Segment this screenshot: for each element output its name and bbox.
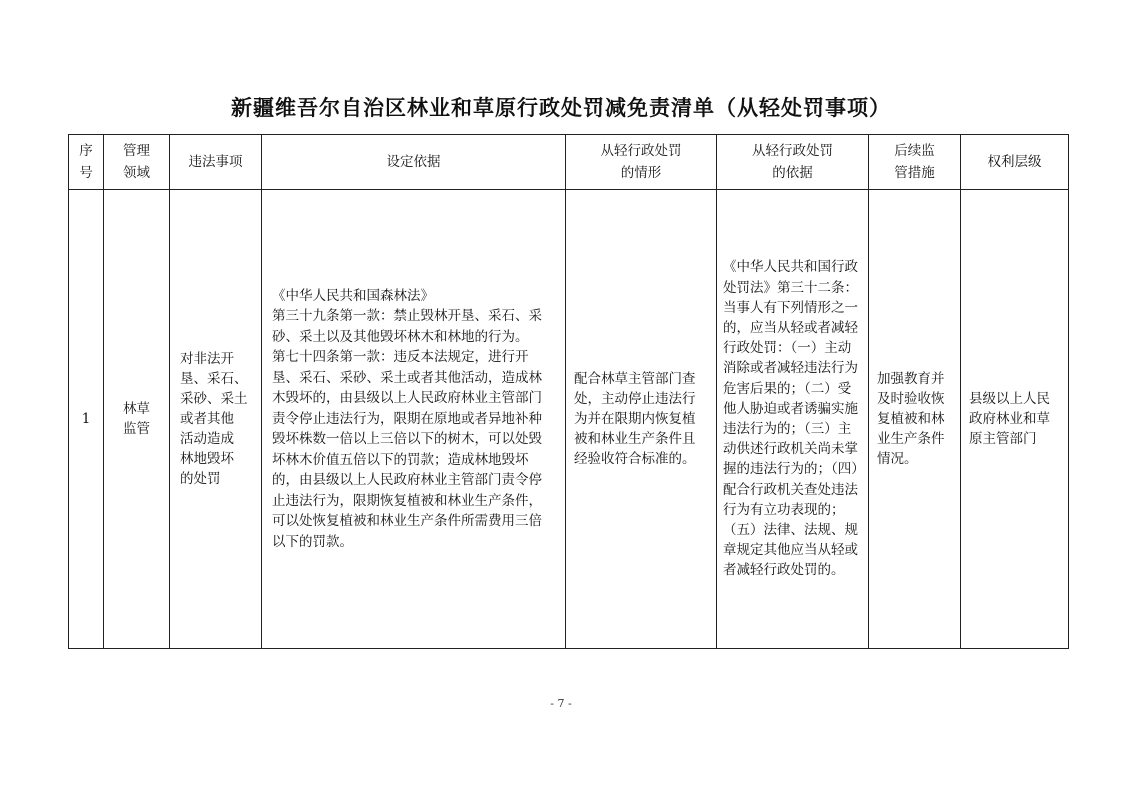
mitigation-legal-basis-cell: 《中华人民共和国行政处罚法》第三十二条：当事人有下列情形之一的，应当从轻或者减轻行政处罚：（一）主动消除或者减轻违法行为危害后果的；（二）受他人胁迫或者诱骗实施违法行为的；（三）主动供述行政机关尚未掌握的违法行为的；（四）配合行政机关查处违法行为有立功表现的；（五）法律、法规、规章规定其他应当从轻或者减轻行政处罚的。 [717,190,869,649]
mitigation-situation-cell: 配合林草主管部门查处，主动停止违法行为并在限期内恢复植被和林业生产条件且经验收符合标准的。 [566,190,717,649]
violation-item-cell: 对非法开 垦、采石、 采砂、采土 或者其他 活动造成 林地毁坏 的处罚 [170,190,262,649]
row-number-cell: 1 [69,190,104,649]
header-cell-no: 序 号 [69,135,104,190]
legal-setting-basis-cell: 《中华人民共和国森林法》 第三十九条第一款：禁止毁林开垦、采石、采砂、采土以及其他毁坏林木和林地的行为。 第七十四条第一款：违反本法规定，进行开垦、采石、采砂、采土或者其他活动，造成林木毁坏的，由县级以上人民政府林业主管部门责令停止违法行为，限期在原地或者异地补种毁坏株数一倍以上三倍以下的树木，可以处毁坏林木价值五倍以下的罚款；造成林地毁坏的，由县级以上人民政府林业主管部门责令停止违法行为，限期恢复植被和林业生产条件，可以处恢复植被和林业生产条件所需费用三倍以下的罚款。 [262,190,566,649]
header-cell-legal-basis: 从轻行政处罚 的依据 [717,135,869,190]
header-cell-item: 违法事项 [170,135,262,190]
page-number: - 7 - [550,697,572,710]
follow-up-measures-cell: 加强教育并及时验收恢复植被和林业生产条件情况。 [869,190,961,649]
table-header-row [69,135,1069,190]
authority-level-cell: 县级以上人民政府林业和草原主管部门 [961,190,1069,649]
table-row [69,190,1069,649]
penalty-table [68,134,1069,649]
document-title: 新疆维吾尔自治区林业和草原行政处罚减免责清单（从轻处罚事项） [231,96,891,120]
domain-cell: 林草 监管 [104,190,170,649]
header-cell-authority: 权利层级 [961,135,1069,190]
header-cell-domain: 管理 领域 [104,135,170,190]
header-cell-situation: 从轻行政处罚 的情形 [566,135,717,190]
header-cell-measures: 后续监 管措施 [869,135,961,190]
header-cell-basis: 设定依据 [262,135,566,190]
